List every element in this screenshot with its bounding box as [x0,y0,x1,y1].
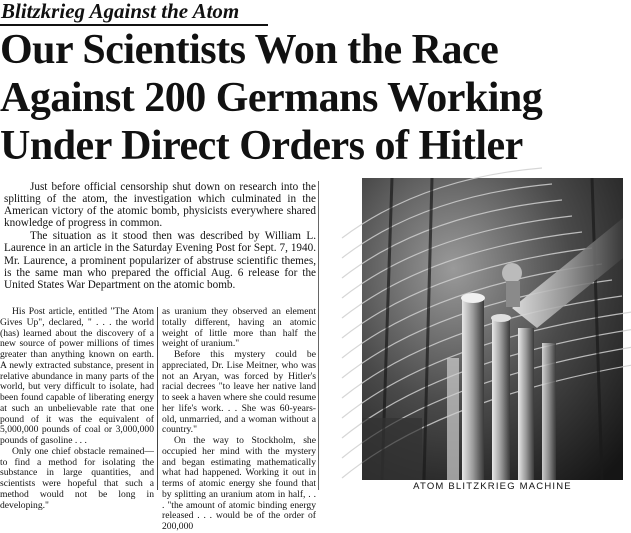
atom-machine-photo [362,178,623,480]
article-column-2 [162,307,316,533]
headline-line-1: Our Scientists Won the Race [0,27,499,73]
column-divider [157,307,158,490]
column-2-paragraph-3: On the way to Stockholm, she occupied her mind with the mystery and began estimating mathematically what had happened. Working it out in terms of atomic energy she found that by splitting an uranium atom in half, . . . "the amount of atomic binding energy released . . . would be of the order of 200,000 [162,435,316,532]
column-divider-main [318,181,319,490]
intro-paragraph-1: Just before official censorship shut down on research into the splitting of the atom, the investigation which culminated in the American victory of the atomic bomb, physicists everywhere shared knowledge of progress in common. [4,181,316,230]
column-2-paragraph-2: Before this mystery could be appreciated, Dr. Lise Meitner, who was not an Aryan, was forced by Hitler's racial decrees "to leave her native land to seek a haven where she could resume her life's work. . . She was 60-years-old, unmarried, and a woman without a country." [162,349,316,436]
photo-caption: ATOM BLITZKRIEG MACHINE [413,481,572,492]
headline-line-3: Under Direct Orders of Hitler [0,123,523,169]
column-1-paragraph-2: Only one chief obstacle remained— to find a method for isolating the substance in large quantities, and scientists were hopeful that such a method would not be long in developing." [0,445,154,511]
article-column-1 [0,307,154,511]
kicker-heading: Blitzkrieg Against the Atom [1,0,240,23]
column-1-paragraph-1: His Post article, entitled "The Atom Gives Up", declared, " . . . the world (has) learned about the discovery of a new source of power millions of times greater than anything known on earth. A newly extracted substance, present in relative abundance in many parts of the world, but very difficult to isolate, had been found capable of liberating energy at such an unbelievable rate that one pound of it was the equivalent of 5,000,000 pounds of coal or 3,000,000 pounds of gasoline . . . [0,306,154,446]
headline-line-2: Against 200 Germans Working [0,75,543,121]
intro-text [4,181,316,292]
headline [0,26,631,170]
photo-illustration [362,178,623,480]
column-2-paragraph-1: as uranium they observed an element totally different, having an atomic weight of little more than half the weight of uranium." [162,306,316,350]
article-columns [0,306,316,532]
intro-paragraph-2: The situation as it stood then was described by William L. Laurence in an article in the Saturday Evening Post for Sept. 7, 1940. Mr. Laurence, a prominent popularizer of abstruse scientific themes, is the same man who prepared the official Aug. 6 release for the United States War Department on the atomic bomb. [4,230,316,291]
